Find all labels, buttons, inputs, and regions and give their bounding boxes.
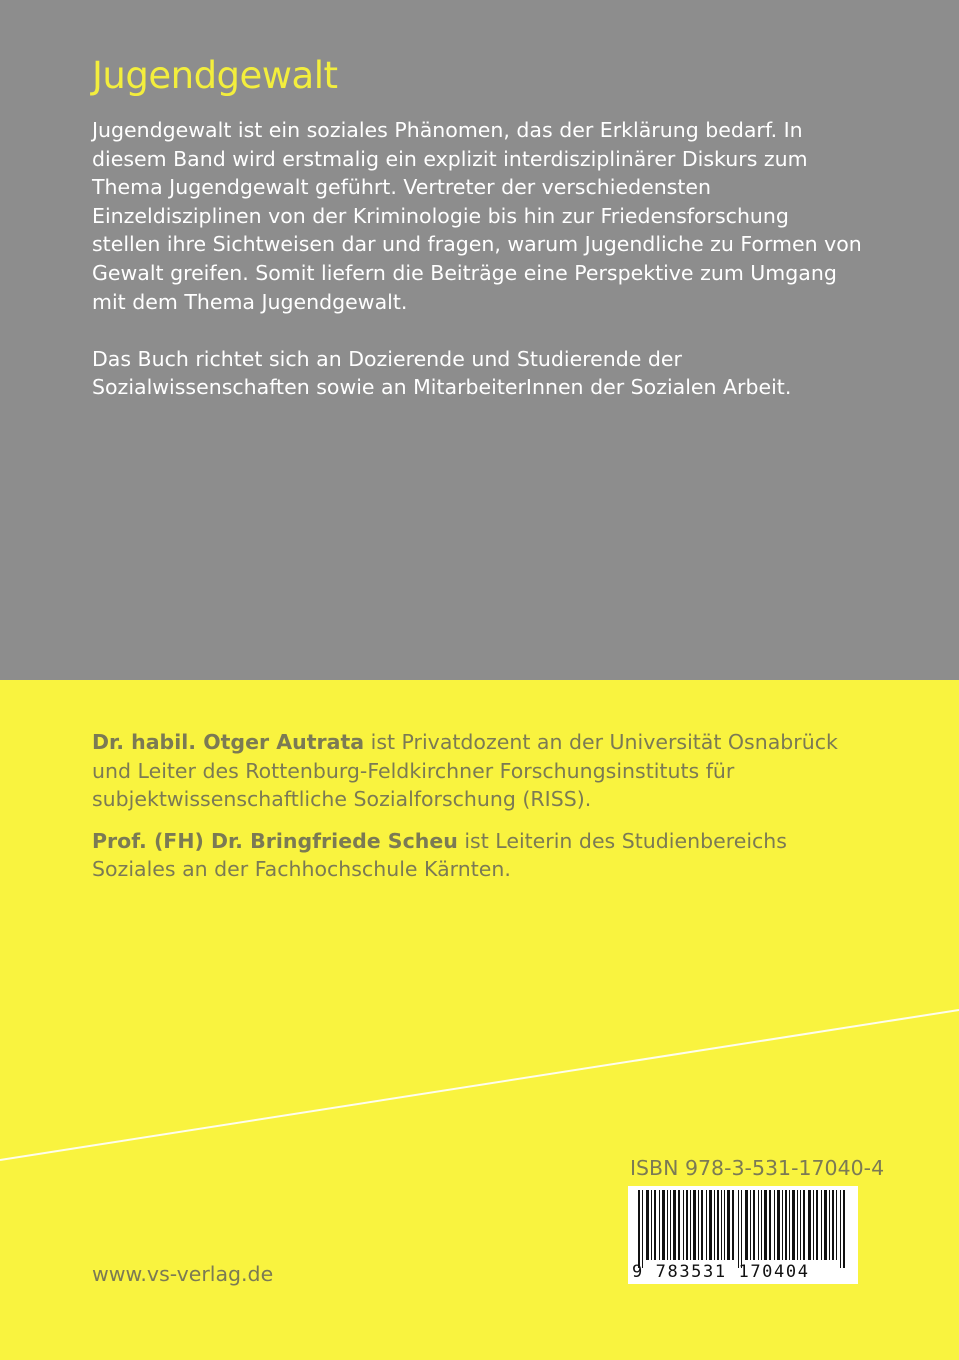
author-description: ist Leiterin des Studienbereichs Soziales an der Fachhochschule Kärnten.	[92, 828, 787, 882]
barcode	[628, 1186, 858, 1284]
author-bio	[92, 827, 872, 884]
publisher-website: www.vs-verlag.de	[92, 1262, 274, 1286]
author-bios	[92, 728, 872, 884]
barcode-digits: 9 783531 170404	[632, 1262, 810, 1282]
diagonal-line	[0, 1000, 959, 1170]
description-paragraph: Das Buch richtet sich an Dozierende und Studierende der Sozialwissenschaften sowie an MitarbeiterInnen der Sozialen Arbeit.	[92, 346, 792, 400]
description-paragraph: Jugendgewalt ist ein soziales Phänomen, das der Erklärung bedarf. In diesem Band wird erstmalig ein explizit interdisziplinärer Diskurs zum Thema Jugendgewalt geführt. Vertreter der verschiedensten Einzeldisziplinen von der Kriminologie bis hin zur Friedensforschung stellen ihre Sichtweisen dar und fragen, warum Jugendliche zu Formen von Gewalt greifen. Somit liefern die Beiträge eine Perspektive zum Umgang mit dem Thema Jugendgewalt.	[92, 118, 862, 314]
author-description: ist Privatdozent an der Universität Osnabrück und Leiter des Rottenburg-Feldkirchner Forschungsinstituts für subjektwissenschaftliche Sozialforschung (RISS).	[92, 730, 838, 812]
book-title: Jugendgewalt	[92, 54, 338, 97]
author-name: Dr. habil. Otger Autrata	[92, 730, 365, 754]
author-name: Prof. (FH) Dr. Bringfriede Scheu	[92, 828, 458, 853]
book-description	[92, 116, 862, 402]
author-bio	[92, 728, 872, 814]
isbn-label: ISBN 978-3-531-17040-4	[630, 1156, 885, 1180]
